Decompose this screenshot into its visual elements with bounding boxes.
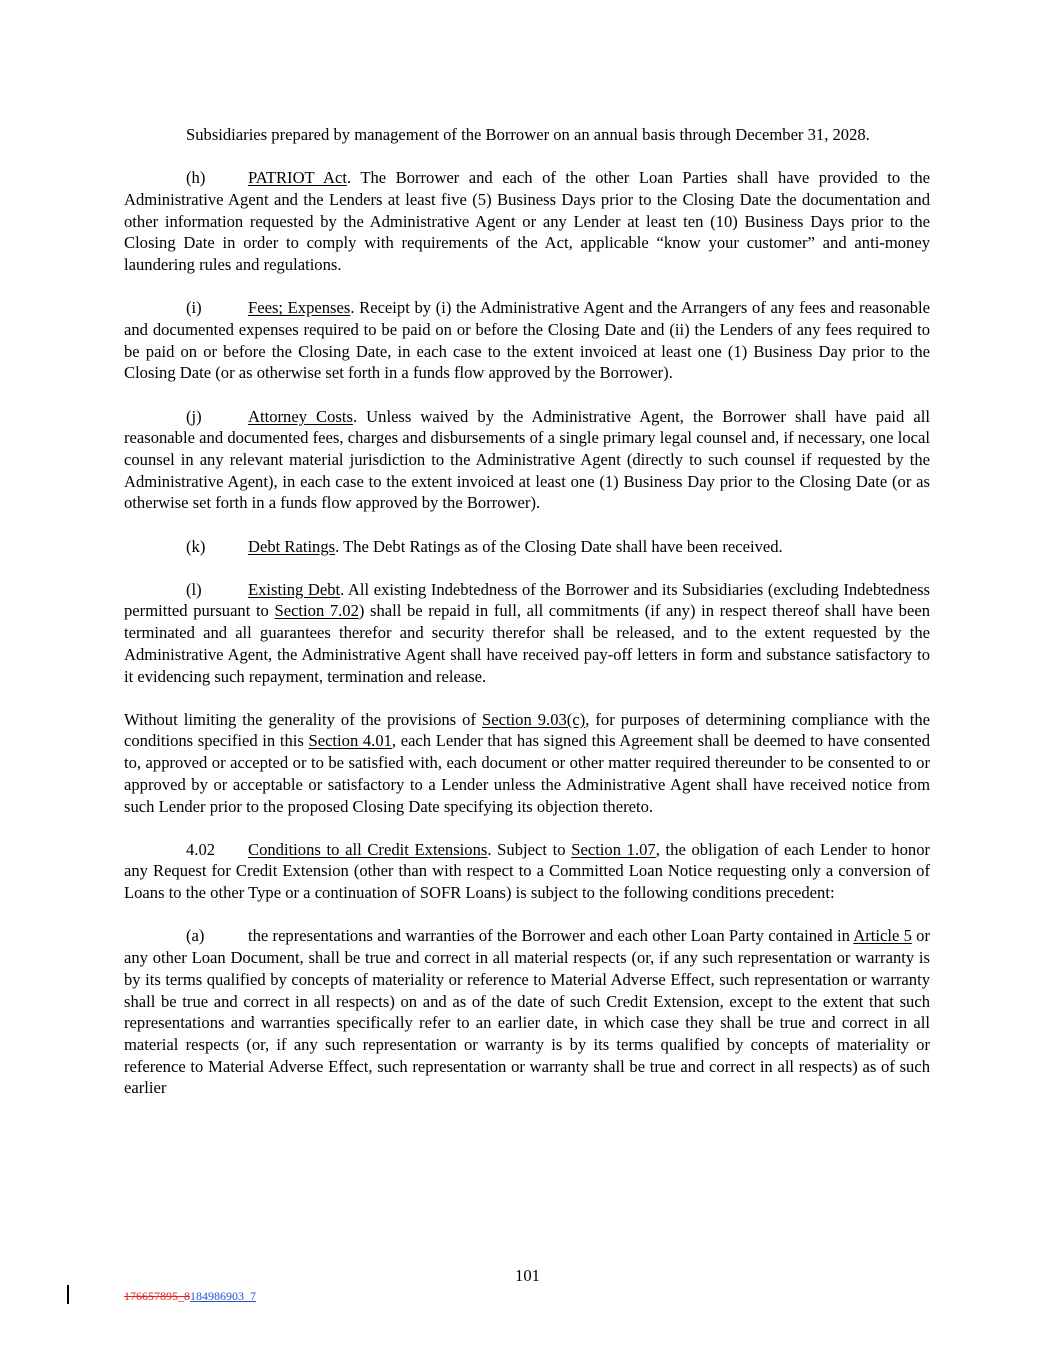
clause-label: (i) bbox=[186, 298, 202, 318]
section-4-02: 4.02 Conditions to all Credit Extensions. Subject to Section 1.07, the obligation of each Lender to honor any Request for Credit Extension (other than with respect to a Committed Loan Notice requesting only a conversion of Loans to the other Type or a continuation of SOFR Loans) is subject to the following conditions precedent: bbox=[124, 839, 931, 903]
cross-reference-link[interactable]: Section 9.03(c) bbox=[481, 709, 586, 729]
without-limiting-paragraph: Without limiting the generality of the provisions of Section 9.03(c), for purposes of determining compliance with the conditions specified in this Section 4.01, each Lender that has signed this Agreement shall be deemed to have consented to, approved or accepted or to be satisfied with, each document or other matter required thereunder to be consented to or approved by or acceptable or satisfactory to a Lender unless the Administrative Agent shall have received notice from such Lender prior to the proposed Closing Date specifying its objection thereto. bbox=[124, 709, 930, 816]
clause-label: (a) bbox=[186, 926, 205, 946]
clause-a-representations: (a) the representations and warranties of the Borrower and each other Loan Party contained in Article 5 or any other Loan Document, shall be true and correct in all material respects (or, if any such representation or warranty is by its terms qualified by concepts of materiality or reference to Material Adverse Effect, such representation or warranty shall be true and correct in all respects) on and as of the date of such Credit Extension, except to the extent that such representations and warranties specifically refer to an earlier date, in which case they shall be true and correct in all material respects (or, if any such representation or warranty is by its terms qualified by concepts of materiality or reference to Material Adverse Effect, such representation or warranty shall be true and correct in all respects) as of such earlier bbox=[124, 926, 930, 1098]
clause-title: Debt Ratings bbox=[248, 536, 336, 556]
cross-reference-link[interactable]: Section 1.07 bbox=[571, 839, 656, 859]
cross-reference-link[interactable]: Article 5 bbox=[853, 926, 912, 946]
clause-title: PATRIOT Act bbox=[248, 168, 347, 188]
document-id-footer bbox=[124, 1289, 256, 1304]
document-body bbox=[124, 124, 930, 1121]
clause-label: (l) bbox=[186, 579, 202, 599]
revision-change-bar bbox=[67, 1285, 69, 1304]
clause-label: (k) bbox=[186, 536, 206, 556]
clause-h-patriot-act: (h) PATRIOT Act. The Borrower and each of the other Loan Parties shall have provided to the Administrative Agent and the Lenders at least five (5) Business Days prior to the Closing Date the documentation and other information requested by the Administrative Agent or any Lender at least ten (10) Business Days prior to the Closing Date in order to comply with requirements of the Act, applicable “know your customer” and anti-money laundering rules and regulations. bbox=[124, 168, 930, 275]
section-title: Conditions to all Credit Extensions bbox=[248, 839, 488, 859]
clause-label: (j) bbox=[186, 406, 202, 426]
deleted-doc-id: 176657895_8 bbox=[124, 1289, 190, 1303]
clause-j-attorney-costs: (j) Attorney Costs. Unless waived by the Administrative Agent, the Borrower shall have paid all reasonable and documented fees, charges and disbursements of a single primary legal counsel and, if necessary, one local counsel in any relevant material jurisdiction to the Administrative Agent (directly to such counsel if requested by the Administrative Agent), in each case to the extent invoiced at least one (1) Business Day prior to the Closing Date (or as otherwise set forth in a funds flow approved by the Borrower). bbox=[124, 406, 930, 513]
cross-reference-link[interactable]: Section 4.01 bbox=[308, 731, 392, 751]
page-number: 101 bbox=[515, 1266, 540, 1285]
cross-reference-link[interactable]: Section 7.02 bbox=[274, 601, 359, 621]
section-number: 4.02 bbox=[186, 839, 216, 859]
clause-title: Existing Debt bbox=[248, 579, 341, 599]
clause-label: (h) bbox=[186, 168, 206, 188]
clause-k-debt-ratings: (k) Debt Ratings. The Debt Ratings as of the Closing Date shall have been received. bbox=[186, 536, 783, 556]
clause-l-existing-debt: (l) Existing Debt. All existing Indebtedness of the Borrower and its Subsidiaries (excluding Indebtedness permitted pursuant to Section 7.02) shall be repaid in full, all commitments (if any) in respect thereof shall have been terminated and all guarantees therefor and security therefor shall be released, and to the extent requested by the Administrative Agent, the Administrative Agent shall have received pay-off letters in form and substance satisfactory to it evidencing such repayment, termination and release. bbox=[124, 579, 930, 686]
clause-i-fees-expenses: (i) Fees; Expenses. Receipt by (i) the Administrative Agent and the Arrangers of any fees and reasonable and documented expenses required to be paid on or before the Closing Date and (ii) the Lenders of any fees required to be paid on or before the Closing Date, in each case to the extent invoiced at least one (1) Business Day prior to the Closing Date (or as otherwise set forth in a funds flow approved by the Borrower). bbox=[124, 298, 930, 383]
inserted-doc-id: 184986903_7 bbox=[190, 1289, 256, 1303]
clause-title: Fees; Expenses bbox=[248, 298, 351, 318]
continued-paragraph: Subsidiaries prepared by management of the Borrower on an annual basis through December 31, 2028. bbox=[186, 125, 870, 144]
clause-title: Attorney Costs bbox=[248, 406, 353, 426]
